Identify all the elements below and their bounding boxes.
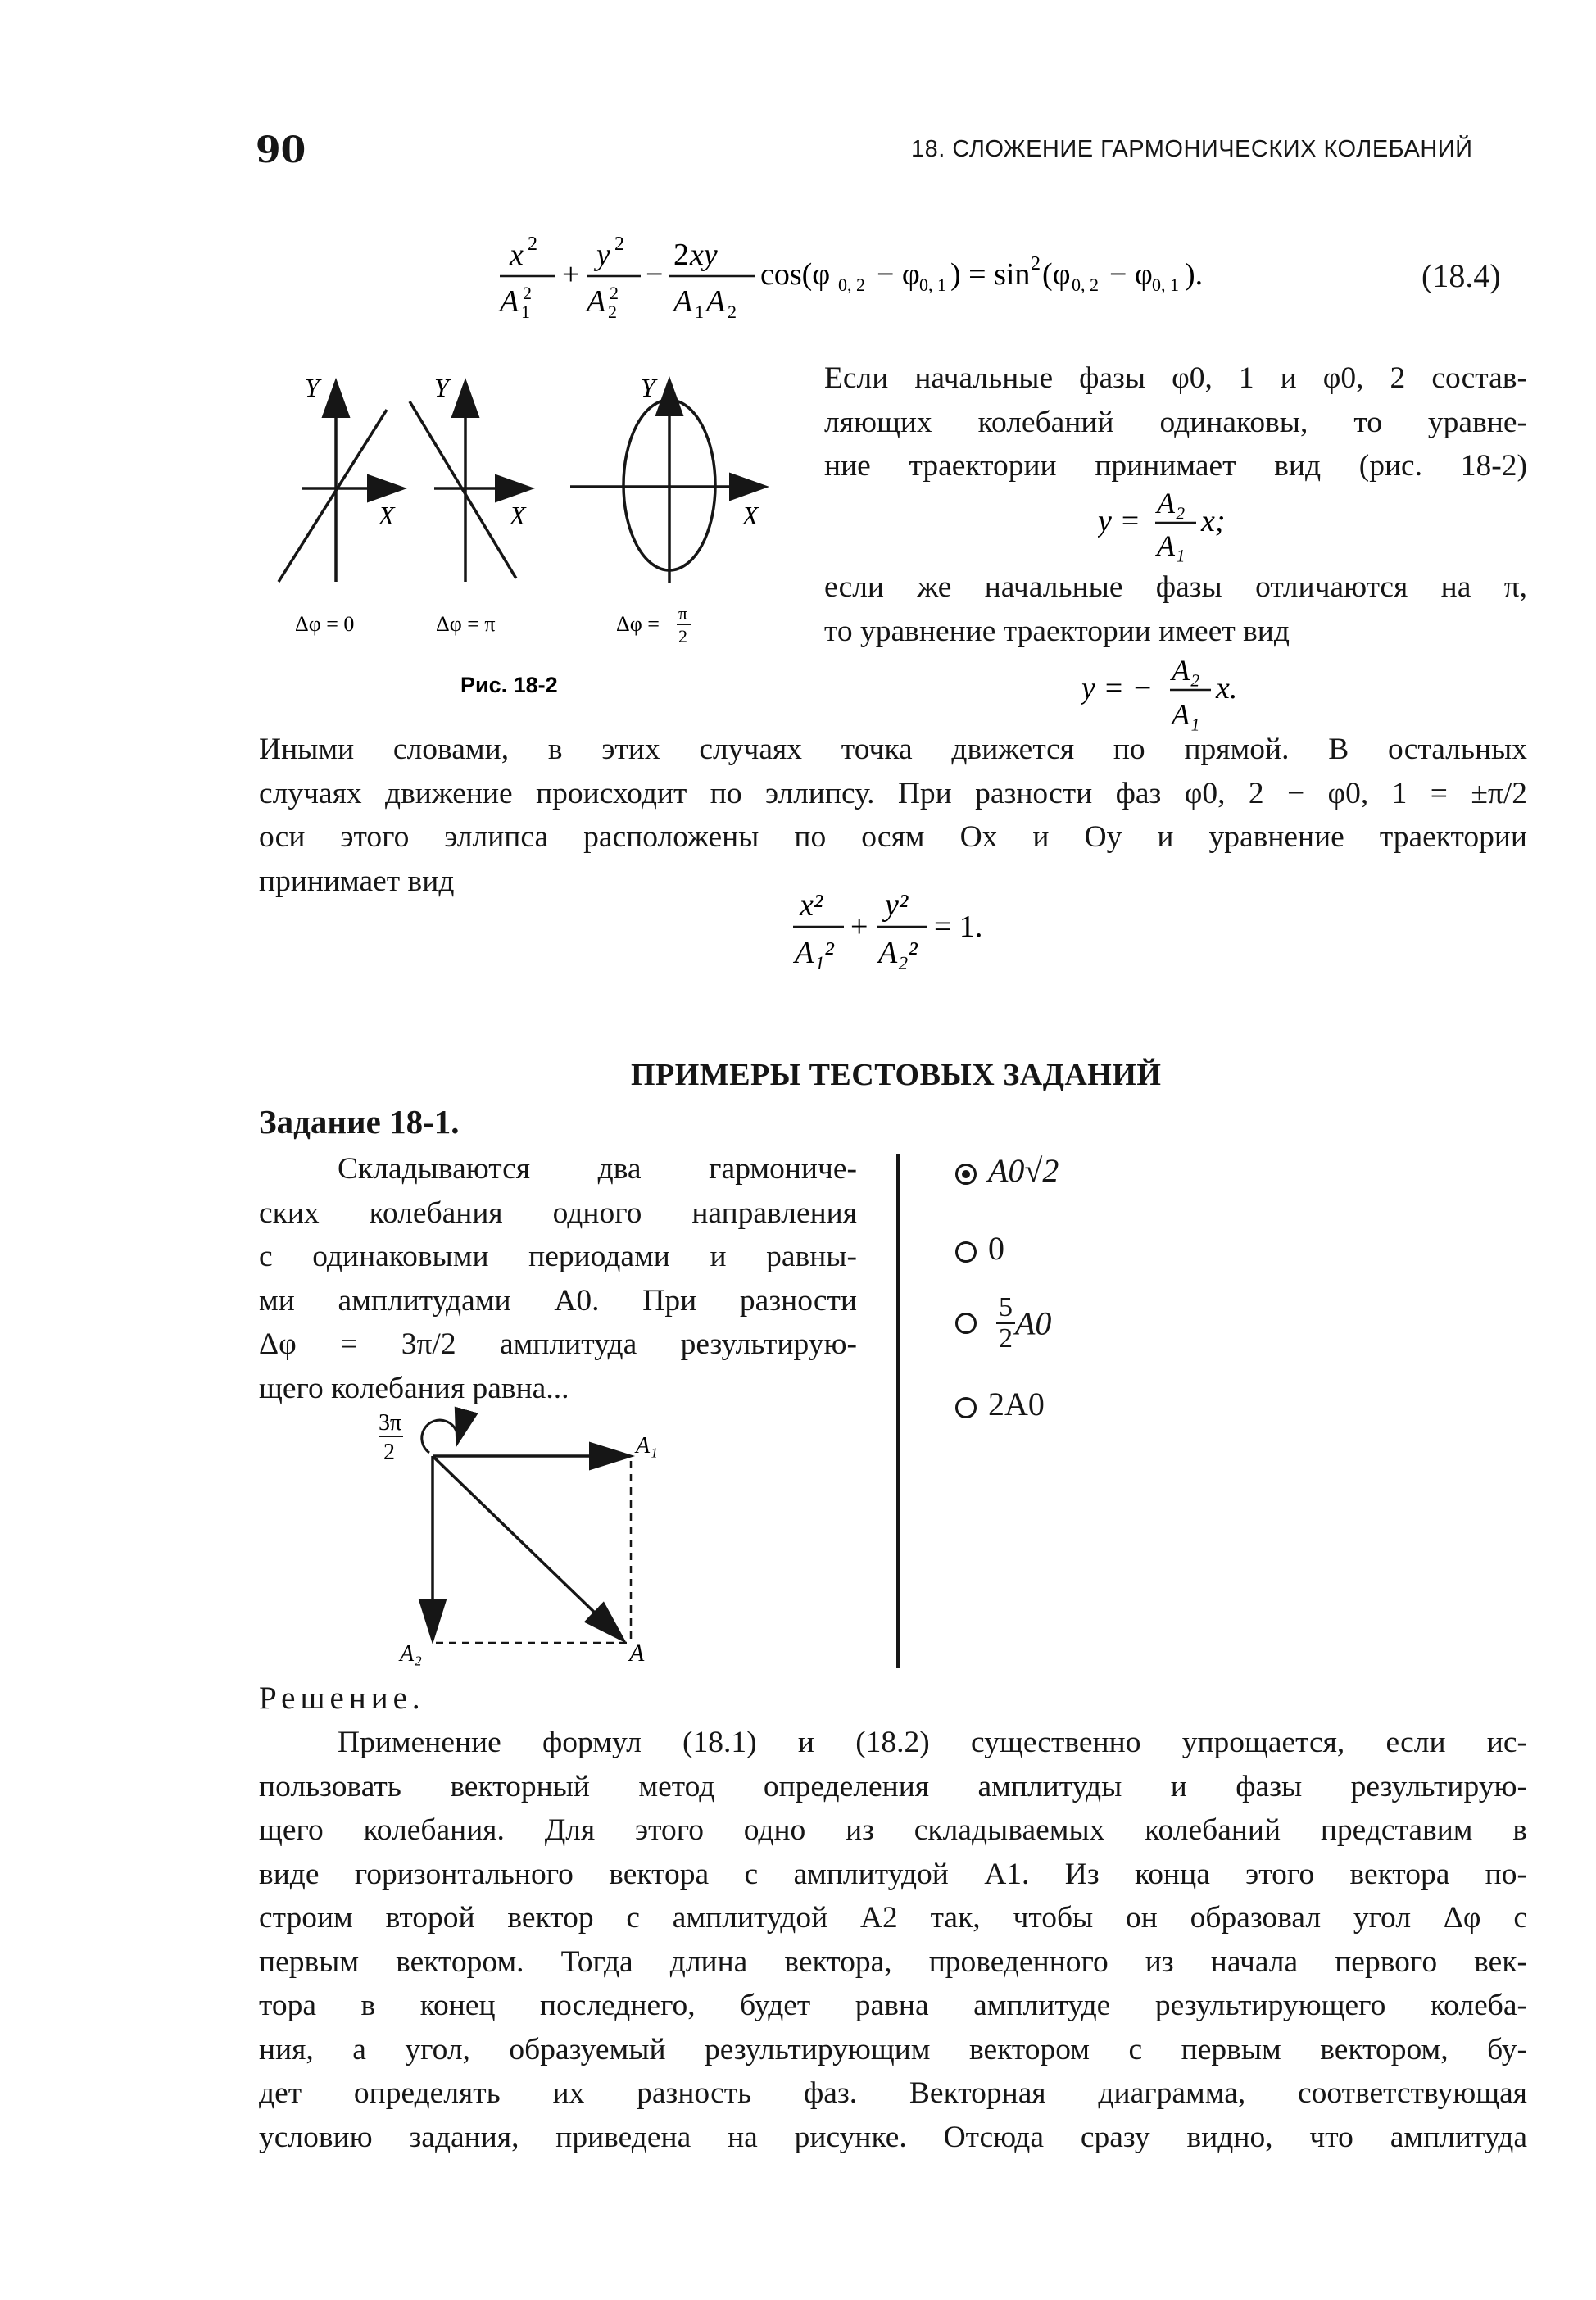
text-line: ния, а угол, образуемый результирующим вектором с первым вектором, бу- [259,2032,1527,2066]
text-line: ских колебания одного направления [259,1195,857,1230]
paragraph-ellipse [259,728,1527,903]
text-line: Применение формул (18.1) и (18.2) существенно упрощается, если ис- [338,1726,1527,1759]
figure-18-2 [262,369,787,713]
answer-option-1[interactable] [955,1151,1059,1190]
svg-text:).: ). [1185,257,1204,292]
radio-icon[interactable] [955,1313,977,1334]
equation-number: (18.4) [1421,257,1501,294]
answer-fraction-den: 2 [999,1323,1013,1354]
side-text [824,356,1527,488]
x-axis-label: X [510,501,526,530]
vector-diagram [360,1397,672,1676]
answer-text: A0 [1015,1304,1052,1342]
side-text-continued [824,565,1527,653]
radio-icon[interactable] [955,1241,977,1263]
figure-caption: Рис. 18-2 [460,673,558,697]
task-statement [259,1147,857,1410]
svg-text:1: 1 [521,302,530,322]
svg-text:1: 1 [695,302,704,322]
task-title: Задание 18-1. [259,1103,460,1141]
text-line: виде горизонтального вектора с амплитудой A1. Из конца этого вектора по- [259,1857,1527,1891]
angle-label-num: 3π [379,1410,402,1436]
formula-ellipse [787,881,1032,979]
formula-num: A₂ [1172,654,1200,687]
text-line: условию задания, приведена на рисунке. Отсюда сразу видно, что амплитуда [259,2120,1527,2154]
formula-rhs: x; [1201,504,1226,538]
formula-line-negative [1081,647,1294,737]
vector-resultant [433,1456,623,1640]
trajectory-panel-half-pi [570,382,764,583]
text-line: случаях движение происходит по эллипсу. При разности фаз φ0, 2 − φ0, 1 = ±π/2 [259,776,1527,810]
panel-label-zero: Δφ = 0 [295,612,355,636]
answer-option-3[interactable] [955,1293,1051,1354]
formula-lhs: y = [1098,504,1141,538]
text-line: принимает вид [259,864,455,898]
svg-text:2: 2 [610,283,619,303]
text-line: если же начальные фазы отличаются на π, [824,570,1527,604]
x-axis-label: X [742,501,759,530]
svg-text:−: − [646,257,664,292]
svg-text:x: x [510,238,524,272]
radio-icon[interactable] [955,1397,977,1418]
vector-a2-label: A₂ [400,1641,422,1667]
text-line: Иными словами, в этих случаях точка движется по прямой. В остальных [259,733,1527,766]
y-axis-label: Y [641,373,655,402]
svg-text:A: A [587,284,606,319]
answer-text: 2A0 [988,1386,1045,1422]
text-line: дет определять их разность фаз. Векторная диаграмма, соответствующая [259,2076,1527,2110]
svg-text:A: A [706,284,726,319]
answer-option-2[interactable] [955,1229,1004,1268]
formula-den: A₂² [878,936,918,970]
x-axis-label: X [379,501,395,530]
panel-label-half-pi-prefix: Δφ = [616,612,660,636]
formula-lhs: y = − [1081,671,1154,705]
svg-text:− φ: − φ [877,257,920,292]
text-line: Если начальные фазы φ0, 1 и φ0, 2 состав- [824,361,1527,395]
section-title: ПРИМЕРЫ ТЕСТОВЫХ ЗАДАНИЙ [631,1058,1162,1092]
svg-text:2: 2 [528,234,537,255]
column-divider [896,1154,900,1668]
angle-arc [422,1420,458,1453]
svg-text:− φ: − φ [1109,257,1153,292]
formula-den: A₁ [1172,698,1200,731]
text-line: строим второй вектор с амплитудой A2 так, чтобы он образовал угол Δφ с [259,1901,1527,1935]
svg-text:(φ: (φ [1042,257,1071,292]
text-line: то уравнение траектории имеет вид [824,614,1290,648]
text-line: ляющих колебаний одинаковы, то уравне- [824,405,1527,439]
svg-text:xy: xy [690,238,718,272]
text-line: пользовать векторный метод определения амплитуды и фазы результирую- [259,1769,1527,1803]
radio-selected-icon[interactable] [955,1164,977,1185]
solution-text [259,1721,1527,2159]
vector-resultant-label: A [629,1640,645,1667]
formula-line-positive [1098,483,1278,565]
answer-text: A0√2 [988,1152,1059,1189]
text-line: с одинаковыми периодами и равны- [259,1240,857,1273]
text-line: ми амплитудами A0. При разности [259,1283,857,1318]
trajectory-panel-zero [279,383,401,582]
vector-a1-label: A₁ [636,1433,658,1458]
formula-num: y² [885,888,909,923]
text-line: щего колебания равна... [259,1371,569,1405]
svg-text:2: 2 [673,238,689,272]
text-line: оси этого эллипса расположены по осям Ox и Oy и уравнение траектории [259,820,1527,854]
running-title: 18. СЛОЖЕНИЕ ГАРМОНИЧЕСКИХ КОЛЕБАНИЙ [911,136,1473,162]
solution-heading: Решение. [259,1681,425,1716]
svg-text:2: 2 [523,283,532,303]
svg-text:0, 2: 0, 2 [838,274,865,295]
text-line: Складываются два гармониче- [338,1152,857,1186]
svg-text:2: 2 [608,302,617,322]
angle-label-den: 2 [383,1440,395,1465]
answer-fraction-num: 5 [996,1293,1015,1324]
answer-option-4[interactable] [955,1385,1045,1423]
page-number: 90 [256,129,306,171]
text-line: первым вектором. Тогда длина вектора, проведенного из начала первого век- [259,1944,1527,1979]
formula-rhs: x. [1216,671,1238,705]
svg-text:0, 1: 0, 1 [1152,274,1179,295]
equation-18-4 [492,225,1311,324]
svg-text:2: 2 [1031,253,1041,274]
svg-text:2: 2 [614,234,624,255]
panel-label-half-pi-den: 2 [678,626,687,646]
text-line: щего колебания. Для этого одно из складываемых колебаний представим в [259,1813,1527,1847]
svg-text:+: + [562,257,580,292]
svg-text:cos(φ: cos(φ [760,257,831,292]
text-line: Δφ = 3π/2 амплитуда результирую- [259,1327,857,1361]
formula-den: A₁ [1157,529,1186,562]
formula-plus: + [850,910,868,944]
trajectory-panel-pi [410,383,529,582]
formula-num: x² [800,888,823,923]
panel-label-half-pi-num: π [678,603,688,624]
svg-text:A: A [500,284,519,319]
svg-text:A: A [673,284,693,319]
svg-text:0, 2: 0, 2 [1072,274,1099,295]
y-axis-label: Y [305,373,320,402]
formula-rhs: = 1. [934,910,983,944]
text-line: ние траектории принимает вид (рис. 18-2) [824,449,1527,483]
svg-text:2: 2 [728,302,737,322]
svg-text:0, 1: 0, 1 [919,274,946,295]
formula-num: A₂ [1157,487,1186,519]
text-line: тора в конец последнего, будет равна амплитуде результирующего колеба- [259,1989,1527,2022]
y-axis-label: Y [434,373,449,402]
panel-label-pi: Δφ = π [436,612,496,636]
svg-text:) = sin: ) = sin [950,257,1031,292]
formula-den: A₁² [795,936,834,970]
svg-text:y: y [596,238,610,272]
answer-text: 0 [988,1230,1004,1267]
